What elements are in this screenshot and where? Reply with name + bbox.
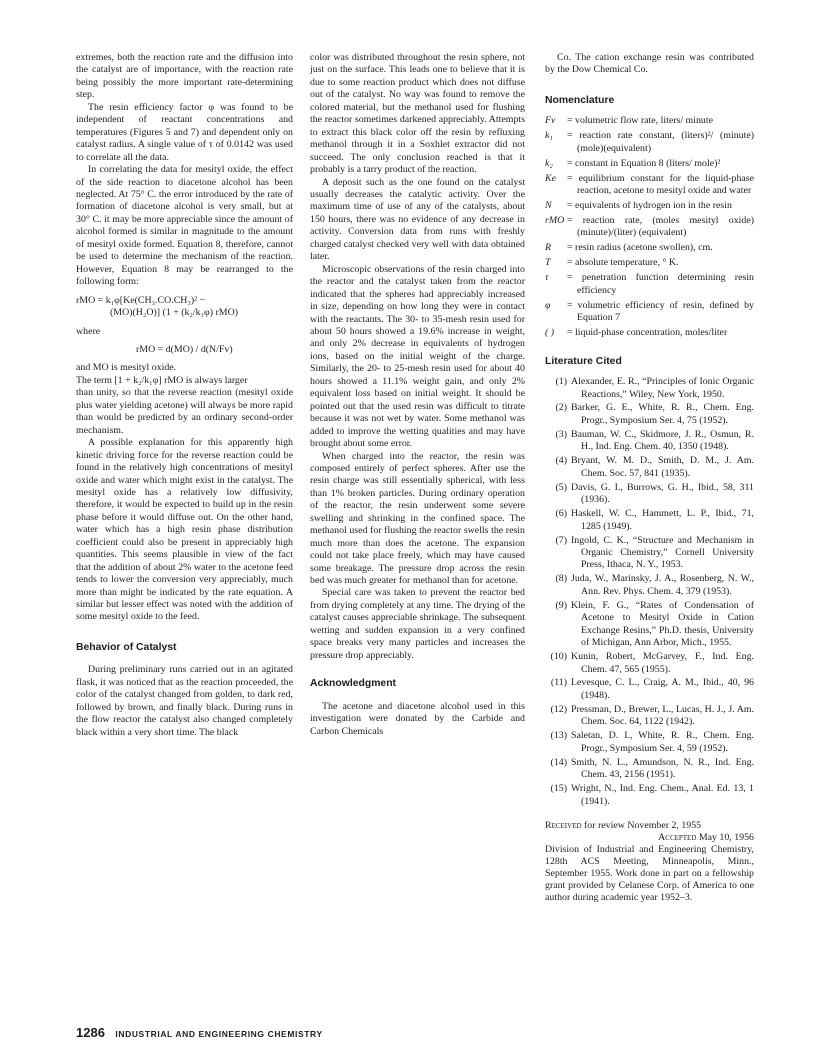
- nomenclature-item: [545, 215, 754, 240]
- reference-text: Bauman, W. C., Skidmore, J. R., Osmun, R. H., Ind. Eng. Chem. 40, 1350 (1948).: [571, 428, 754, 453]
- paragraph: Microscopic observations of the resin charged into the reactor and the catalyst taken from the reactor indicated that the spheres had appreciably increased in size, depending on how long they were in contact with the reactants. The 30- to 35-mesh resin used for about 50 hours showed a 19.6% increase in weight, and only 2% decrease in equivalents of hydrogen ions, based on the initial weight of the charge. Similarly, the 20- to 25-mesh resin used for about 40 hours showed a 11.1% weight gain, and only 2% equivalent loss based on initial weight. It should be pointed out that the used resin was difficult to titrate because it was not wet by water. Some methanol was added to improve the wetting qualities and may have brought about some error.: [310, 263, 525, 450]
- reference-text: Klein, F. G., “Rates of Condensation of Acetone to Mesityl Oxide in Cation Exchange Resins,” Ph.D. thesis, University of Michigan, Ann Arbor, Mich., 1955.: [571, 599, 754, 649]
- reference-number: (11): [550, 677, 567, 689]
- nomenclature-definition: = absolute temperature, ° K.: [567, 257, 679, 269]
- reference-text: Wright, N., Ind. Eng. Chem., Anal. Ed. 13, 1 (1941).: [571, 783, 754, 807]
- section-heading-acknowledgment: Acknowledgment: [310, 678, 397, 690]
- nomenclature-symbol: ( ): [545, 327, 555, 339]
- paragraph: where: [76, 325, 101, 337]
- column-1: [76, 52, 293, 739]
- reference-text: Barker, G. E., White, R. R., Chem. Eng. Progr., Symposium Ser. 4, 75 (1952).: [571, 402, 754, 426]
- nomenclature-symbol: τ: [545, 272, 549, 284]
- reference-number: (7): [555, 534, 567, 546]
- received-body: Division of Industrial and Engineering Chemistry, 128th ACS Meeting, Minneapolis, Minn., September 1955. Work done in part on a fellowship grant provided by Celanese Corp. of America to one author during academic year 1952–3.: [545, 844, 754, 904]
- nomenclature-item: [545, 327, 754, 339]
- nomenclature-item: [545, 173, 754, 198]
- nomenclature-item: [545, 130, 754, 155]
- nomenclature-item: [545, 158, 754, 170]
- reference-number: (14): [550, 756, 567, 768]
- nomenclature-definition: = equilibrium constant for the liquid-phase reaction, acetone to mesityl oxide and water: [567, 172, 754, 197]
- reference-item: [545, 535, 754, 572]
- paragraph: During preliminary runs carried out in an agitated flask, it was noticed that as the reaction proceeded, the color of the catalyst changed from golden, to dark red, followed by brown, and finally black. During runs in the flow reactor the catalyst also changed completely black within a very short time. The black: [76, 664, 293, 738]
- reference-item: [545, 376, 754, 401]
- received-date: for review November 2, 1955: [584, 820, 702, 832]
- nomenclature-definition: = volumetric efficiency of resin, defined by Equation 7: [567, 299, 754, 324]
- nomenclature-item: [545, 115, 754, 127]
- reference-number: (1): [555, 376, 567, 388]
- nomenclature-definition: = reaction rate constant, (liters)²/ (minute)(mole)(equivalent): [567, 130, 754, 154]
- accepted-date: May 10, 1956: [698, 832, 754, 844]
- nomenclature-item: [545, 272, 754, 297]
- paragraph: than unity, so that the reverse reaction (mesityl oxide plus water yielding acetone) will always be more rapid than would be predicted by an ordinary second-order mechanism.: [76, 387, 293, 436]
- column-2: [310, 52, 525, 738]
- received-note: [545, 820, 754, 904]
- reference-text: Haskell, W. C., Hammett, L. P., Ibid., 71, 1285 (1949).: [571, 508, 754, 532]
- reference-number: (10): [550, 651, 567, 663]
- reference-item: [545, 783, 754, 808]
- reference-number: (15): [550, 783, 567, 795]
- paragraph: The term [1 + k₂/k₁φ] rMO is always larger: [76, 374, 248, 386]
- reference-number: (5): [555, 481, 567, 493]
- reference-number: (13): [550, 730, 567, 742]
- paragraph: A deposit such as the one found on the catalyst usually decreases the catalytic activity. Over the maximum time of use of any of the catalysts, about 150 hours, there was no evidence of any decrease in activity. Conversion data from runs with freshly charged catalyst checked very well with data obtained later.: [310, 176, 525, 263]
- reference-number: (4): [555, 455, 567, 467]
- nomenclature-symbol: k₁: [545, 130, 553, 142]
- section-heading-behavior: Behavior of Catalyst: [76, 641, 177, 653]
- paragraph: color was distributed throughout the resin sphere, not just on the surface. This leads one to believe that it is due to some reaction product which does not diffuse out of the catalyst. No way was found to remove the colored material, but the methanol used for flushing the reactor sometimes darkened appreciably. Attempts to extract this black color off the resin by refluxing methanol through it in a Soxhlet extractor did not succeed. The only conclusion reached is that it probably is a tarry product of the reaction.: [310, 52, 525, 176]
- nomenclature-list: [545, 115, 754, 339]
- reference-text: Saletan, D. I., White, R. R., Chem. Eng. Progr., Symposium Ser. 4, 59 (1952).: [571, 730, 754, 754]
- paragraph: Co. The cation exchange resin was contributed by the Dow Chemical Co.: [545, 52, 754, 76]
- column-3: [545, 52, 754, 904]
- nomenclature-item: [545, 300, 754, 325]
- reference-list: [545, 376, 754, 808]
- paragraph: and MO is mesityl oxide.: [76, 362, 177, 374]
- equation-rate: [76, 295, 293, 320]
- reference-text: Smith, N. L., Amundson, N. R., Ind. Eng. Chem. 43, 2156 (1951).: [571, 756, 754, 781]
- reference-text: Juda, W., Marinsky, J. A., Rosenberg, N. W., Ann. Rev. Phys. Chem. 4, 379 (1953).: [571, 573, 754, 597]
- reference-item: [545, 482, 754, 507]
- nomenclature-item: [545, 257, 754, 269]
- reference-text: Pressman, D., Brewer, L., Lucas, H. J., J. Am. Chem. Soc. 64, 1122 (1942).: [571, 703, 754, 728]
- reference-item: [545, 573, 754, 598]
- nomenclature-definition: = constant in Equation 8 (liters/ mole)²: [567, 157, 721, 169]
- reference-text: Ingold, C. K., “Structure and Mechanism in Organic Chemistry,” Cornell University Press, Ithaca, N. Y., 1953.: [571, 534, 754, 571]
- paragraph: In correlating the data for mesityl oxide, the effect of the side reaction to diacetone alcohol has been neglected. At 75° C. the error introduced by the rate of formation of diacetone alcohol is very small, but at 30° C. it may be more appreciable since the amount of alcohol formed is similar in magnitude to the amount of mesityl oxide formed. Equation 8, therefore, cannot be used to determine the mechanism of the reaction. However, Equation 8 may be rearranged to the following form:: [76, 164, 293, 288]
- reference-item: [545, 402, 754, 427]
- nomenclature-symbol: Ke: [545, 172, 556, 184]
- nomenclature-definition: = resin radius (acetone swollen), cm.: [567, 242, 713, 254]
- reference-number: (6): [555, 508, 567, 520]
- paragraph: The resin efficiency factor φ was found to be independent of reactant concentrations and temperatures (Figures 5 and 7) and dependent only on catalyst radius. A single value of τ of 0.0142 was used to correlate all the data.: [76, 101, 293, 163]
- reference-text: Levesque, C. L., Craig, A. M., Ibid., 40, 96 (1948).: [571, 677, 754, 701]
- nomenclature-symbol: k₂: [545, 157, 553, 169]
- nomenclature-definition: = liquid-phase concentration, moles/liter: [567, 327, 728, 339]
- reference-text: Davis, G. I., Burrows, G. H., Ibid., 58, 311 (1936).: [571, 481, 754, 506]
- reference-item: [545, 730, 754, 755]
- accepted-label: Accepted: [658, 832, 697, 844]
- nomenclature-symbol: rMO: [545, 215, 565, 227]
- reference-item: [545, 704, 754, 729]
- nomenclature-symbol: Fv: [545, 115, 556, 127]
- page-footer: [76, 1024, 323, 1042]
- nomenclature-definition: = volumetric flow rate, liters/ minute: [567, 115, 713, 127]
- journal-name: INDUSTRIAL AND ENGINEERING CHEMISTRY: [115, 1029, 323, 1039]
- nomenclature-definition: = reaction rate, (moles mesityl oxide)(minute)/(liter) (equivalent): [567, 215, 754, 239]
- reference-number: (2): [555, 402, 567, 414]
- reference-item: [545, 651, 754, 676]
- reference-number: (9): [555, 599, 567, 611]
- nomenclature-definition: = penetration function determining resin efficiency: [567, 272, 754, 296]
- equation-rmo: rMO = d(MO) / d(N/Fv): [136, 343, 233, 355]
- reference-number: (3): [555, 428, 567, 440]
- reference-item: [545, 508, 754, 533]
- paragraph: When charged into the reactor, the resin was composed entirely of perfect spheres. After use the resin charge was still essentially spherical, with less than 1% broken particles. During ordinary operation of the reactor, the resin underwent some severe swelling and shrinking in the confined space. The methanol used for flushing the reactor swells the resin much more than does the acetone. The expansion could not take place freely, which may have caused some breakage. The pressure drop across the resin bed was much greater for methanol than for acetone.: [310, 450, 525, 587]
- paragraph: Special care was taken to prevent the reactor bed from drying completely at any time. The drying of the catalyst causes appreciable shrinkage. The subsequent wetting and sudden expansion in a very confined space breaks very many particles and increases the pressure drop appreciably.: [310, 587, 525, 661]
- received-label: Received: [545, 820, 582, 832]
- reference-text: Kunin, Robert, McGarvey, F., Ind. Eng. Chem. 47, 565 (1955).: [571, 651, 754, 675]
- nomenclature-symbol: T: [545, 257, 551, 269]
- reference-text: Alexander, E. R., “Principles of Ionic Organic Reactions,” Wiley, New York, 1950.: [571, 376, 754, 400]
- paragraph: A possible explanation for this apparently high kinetic driving force for the reverse reaction could be found in the relatively high concentrations of mesityl oxide and water which might exist in the catalyst. The mesityl oxide has a relatively low diffusivity, therefore, it would be expected to build up in the resin phase before it would diffuse out. On the other hand, water which has a high resin phase distribution coefficient could also be present in appreciably high quantities. This seems plausible in view of the fact that the addition of about 2% water to the acetone feed tends to lower the conversion very appreciably, much more than might be indicated by the rate equation. A similar but lesser effect was noted with the addition of some mesityl oxide to the feed.: [76, 437, 293, 623]
- section-heading-literature: Literature Cited: [545, 355, 622, 367]
- equation-line: rMO = k₁φ[Ke(CH₃.CO.CH₃)² −: [76, 294, 206, 306]
- reference-item: [545, 429, 754, 454]
- reference-number: (12): [550, 703, 567, 715]
- nomenclature-symbol: N: [545, 200, 552, 212]
- reference-number: (8): [555, 573, 567, 585]
- page-number: 1286: [76, 1025, 105, 1040]
- paragraph: The acetone and diacetone alcohol used in this investigation were donated by the Carbide and Carbon Chemicals: [310, 700, 525, 737]
- reference-item: [545, 677, 754, 702]
- nomenclature-item: [545, 200, 754, 212]
- nomenclature-symbol: R: [545, 242, 552, 254]
- section-heading-nomenclature: Nomenclature: [545, 94, 615, 106]
- reference-text: Bryant, W. M. D., Smith, D. M., J. Am. Chem. Soc. 57, 841 (1935).: [571, 455, 754, 479]
- paragraph: extremes, both the reaction rate and the diffusion into the catalyst are of importance, with the reaction rate being possibly the more important rate-determining step.: [76, 52, 293, 101]
- equation-line: (MO)(H₂O)] (1 + (k₂/k₁φ) rMO): [110, 307, 238, 319]
- reference-item: [545, 600, 754, 650]
- reference-item: [545, 757, 754, 782]
- reference-item: [545, 455, 754, 480]
- nomenclature-item: [545, 242, 754, 254]
- nomenclature-symbol: φ: [545, 299, 551, 311]
- nomenclature-definition: = equivalents of hydrogen ion in the resin: [567, 200, 732, 212]
